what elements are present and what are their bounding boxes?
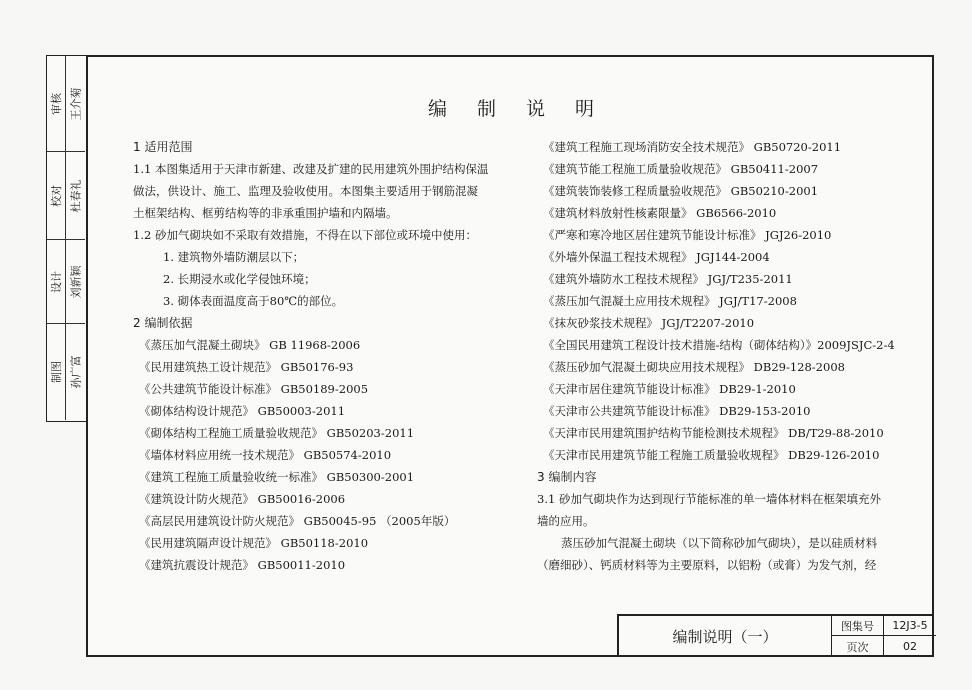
page-title: 编制说明 [428,98,625,120]
paragraph-line: 土框架结构、框剪结构等的非承重围护墙和内隔墙。 [133,206,398,220]
reference-item: 《民用建筑隔声设计规范》 GB50118-2010 [139,536,369,550]
reference-item: 《建筑抗震设计规范》 GB50011-2010 [139,558,346,572]
reference-item: 《建筑节能工程施工质量验收规范》 GB50411-2007 [543,162,819,176]
sidebar-role: 设计 [50,270,63,293]
reference-item: 《天津市居住建筑节能设计标准》 DB29-1-2010 [543,382,796,396]
list-item: 1. 建筑物外墙防潮层以下； [163,250,305,264]
sidebar-role: 校对 [50,184,63,207]
sidebar-row [47,152,85,240]
sidebar-role: 制图 [50,361,63,383]
reference-item: 《建筑设计防火规范》 GB50016-2006 [139,492,346,506]
reference-item: 《砌体结构工程施工质量验收规范》 GB50203-2011 [139,426,415,440]
sidebar-row [47,240,85,324]
reference-item: 《严寒和寒冷地区居住建筑节能设计标准》 JGJ26-2010 [543,228,832,242]
drawing-name: 编制说明（一） [619,616,832,657]
reference-item: 《蒸压砂加气混凝土砌块应用技术规程》 DB29-128-2008 [543,360,845,374]
paragraph-line: 墙的应用。 [537,514,595,528]
sidebar-name: 杜春礼 [69,179,83,212]
reference-item: 《蒸压加气混凝土砌块》 GB 11968-2006 [139,338,361,352]
reference-item: 《天津市公共建筑节能设计标准》 DB29-153-2010 [543,404,811,418]
sidebar-row [47,56,85,152]
reference-item: 《蒸压加气混凝土应用技术规程》 JGJ/T17-2008 [543,294,797,308]
sidebar-role: 审核 [50,92,63,115]
sidebar-name: 王介菊 [69,87,83,120]
reference-item: 《外墙外保温工程技术规程》 JGJ144-2004 [543,250,770,264]
sidebar-row [47,324,85,420]
reference-item: 《砌体结构设计规范》 GB50003-2011 [139,404,346,418]
reference-item: 《建筑外墙防水工程技术规程》 JGJ/T235-2011 [543,272,793,286]
section-heading: 1 适用范围 [133,140,193,154]
reference-item: 《建筑工程施工质量验收统一标准》 GB50300-2001 [139,470,415,484]
reference-item: 《建筑装饰装修工程质量验收规范》 GB50210-2001 [543,184,819,198]
page-number-value: 02 [903,640,917,653]
atlas-number-label: 图集号 [832,616,884,636]
reference-item: 《民用建筑热工设计规范》 GB50176-93 [139,360,354,374]
reference-item: 《建筑材料放射性核素限量》 GB6566-2010 [543,206,777,220]
reference-item: 《全国民用建筑工程设计技术措施-结构（砌体结构）》2009JSJC-2-4 [543,338,895,352]
right-column [537,136,922,576]
paragraph-line: 3.1 砂加气砌块作为达到现行节能标准的单一墙体材料在框架填充外 [537,492,881,506]
reference-item: 《抹灰砂浆技术规程》 JGJ/T2207-2010 [543,316,755,330]
sidebar-name: 刘新颖 [69,265,83,298]
paragraph-line: （磨细砂）、钙质材料等为主要原料，以铝粉（或膏）为发气剂，经 [537,558,877,572]
signature-sidebar [46,55,86,422]
reference-item: 《天津市民用建筑围护结构节能检测技术规程》 DB/T29-88-2010 [543,426,884,440]
section-heading: 3 编制内容 [537,470,597,484]
reference-item: 《墙体材料应用统一技术规范》 GB50574-2010 [139,448,392,462]
page-number-label: 页次 [832,636,884,657]
left-column [133,136,523,576]
atlas-number-value: 12J3-5 [884,616,936,636]
reference-item: 《天津市民用建筑节能工程施工质量验收规程》 DB29-126-2010 [543,448,880,462]
list-item: 3. 砌体表面温度高于80℃的部位。 [163,294,344,308]
reference-item: 《建筑工程施工现场消防安全技术规范》 GB50720-2011 [543,140,842,154]
list-item: 2. 长期浸水或化学侵蚀环境； [163,272,316,286]
sidebar-name: 孙广富 [69,355,83,389]
title-block [617,614,934,657]
reference-item: 《高层民用建筑设计防火规范》 GB50045-95 （2005年版） [139,514,456,528]
paragraph-line: 做法，供设计、施工、监理及验收使用。本图集主要适用于钢筋混凝 [133,184,478,198]
paragraph-line: 1.2 砂加气砌块如不采取有效措施，不得在以下部位或环境中使用： [133,228,477,242]
section-heading: 2 编制依据 [133,316,193,330]
reference-item: 《公共建筑节能设计标准》 GB50189-2005 [139,382,369,396]
paragraph-line: 1.1 本图集适用于天津市新建、改建及扩建的民用建筑外围护结构保温 [133,162,489,176]
paragraph-line: 蒸压砂加气混凝土砌块（以下简称砂加气砌块），是以硅质材料 [561,536,878,550]
